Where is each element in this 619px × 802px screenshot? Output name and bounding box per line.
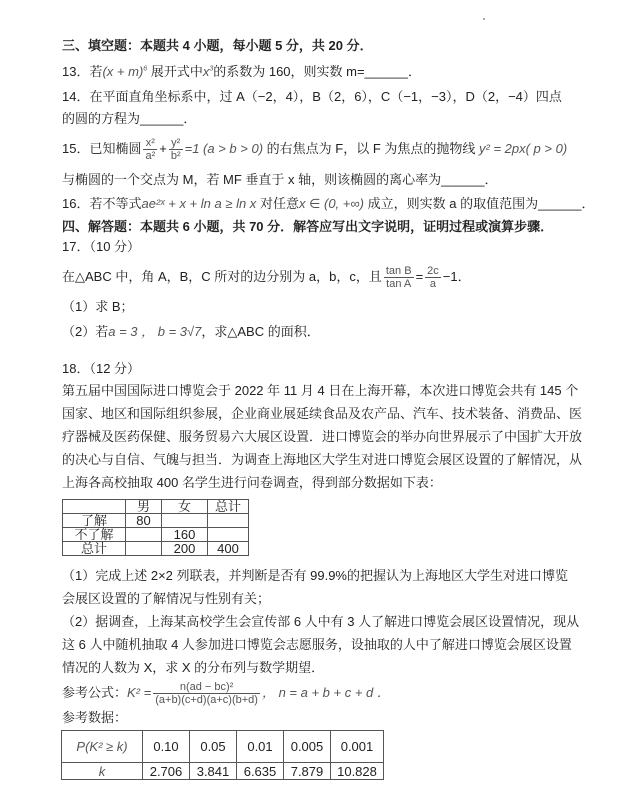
table-cell: 了解 <box>63 514 126 528</box>
table-cell: 总计 <box>63 542 126 556</box>
section4-heading: 四、解答题：本题共 6 小题，共 70 分．解答应写出文字说明，证明过程或演算步骤． <box>62 219 554 234</box>
denominator: (a+b)(c+d)(a+c)(b+d) <box>155 693 258 706</box>
reference-formula <box>62 680 390 706</box>
q17-part2 <box>62 323 320 341</box>
table-header: P(K² ≥ k) <box>62 731 143 763</box>
contingency-table <box>62 499 249 556</box>
table-header: 男 <box>126 500 162 514</box>
q18-para-line: 疗器械及医药保健、服务贸易六大展区设置．进口博览会的举办向世界展示了中国扩大开放 <box>62 429 583 444</box>
question-16 <box>62 195 594 213</box>
reference-table <box>61 730 384 780</box>
q17-p2-text2: ，求△ABC 的面积． <box>201 324 320 339</box>
q18-heading: 18．（12 分） <box>62 361 141 376</box>
q18-para-line: 的决心与自信、气魄与担当．为调查上海地区大学生对进口博览会展区设置的了解情况，从 <box>62 452 583 467</box>
table-cell: 6.635 <box>237 763 284 780</box>
numerator: n(ad − bc)² <box>153 681 260 694</box>
numerator: 2c <box>427 264 439 277</box>
q17-text: 在△ABC 中，角 A，B，C 所对的边分别为 a，b，c，且 <box>62 269 382 284</box>
q13-exp: 6 <box>143 65 148 73</box>
question-13 <box>62 63 421 81</box>
question-14-line1: 14．在平面直角坐标系中，过 A（−2，4），B（2，6），C（−1，−3），D（2，−4）四点 <box>62 89 562 104</box>
table-cell: 0.05 <box>190 731 237 763</box>
numerator: tan B <box>385 264 412 277</box>
numerator: x² <box>143 137 157 150</box>
q18-part1-line: 会展区设置的了解情况与性别有关； <box>62 591 271 606</box>
q13-xexp: 3 <box>209 65 214 73</box>
plus: + <box>159 141 167 156</box>
fraction <box>425 265 441 291</box>
table-header: 女 <box>162 500 208 514</box>
table-cell <box>162 514 208 528</box>
q15-cond: =1 (a > b > 0) <box>184 141 264 156</box>
table-cell <box>208 528 249 542</box>
fraction <box>143 137 157 163</box>
q18-part2-line: 情况的人数为 X，求 X 的分布列与数学期望． <box>62 660 325 675</box>
table-cell: 7.879 <box>284 763 331 780</box>
q16-expr: ae²ˣ + x + ln a ≥ ln x <box>141 196 257 211</box>
q17-p2-text: （2）若 <box>62 324 109 339</box>
denominator: a <box>429 277 437 290</box>
table-cell: 80 <box>126 514 162 528</box>
question-15 <box>62 136 568 162</box>
table-cell: 不了解 <box>63 528 126 542</box>
table-cell: 2.706 <box>143 763 190 780</box>
q17-part1: （1）求 B； <box>62 299 134 314</box>
table-cell: 10.828 <box>331 763 384 780</box>
table-cell: 3.841 <box>190 763 237 780</box>
q17-heading: 17．（10 分） <box>62 239 141 254</box>
speck <box>483 18 485 20</box>
q16-domain: x ∈ (0, +∞) <box>298 196 364 211</box>
q16-text2: 对任意 <box>259 196 299 211</box>
table-cell: 0.001 <box>331 731 384 763</box>
denominator: tan A <box>386 277 412 290</box>
question-14-line2: 的圆的方程为______． <box>62 111 197 126</box>
fraction <box>169 137 183 163</box>
q15-text2: 的右焦点为 F，以 F 为焦点的抛物线 <box>266 141 476 156</box>
table-cell: 200 <box>162 542 208 556</box>
table-cell <box>126 528 162 542</box>
fraction <box>153 681 260 707</box>
table-header <box>63 500 126 514</box>
q18-para-line: 国家、地区和国际组织参展，企业商业展延续食品及农产品、汽车、技术装备、消费品、医 <box>62 406 583 421</box>
table-header: k <box>62 763 143 780</box>
q17-stem <box>62 264 471 290</box>
q16-text: 16．若不等式 <box>62 196 142 211</box>
table-cell: 400 <box>208 542 249 556</box>
q13-text: 13．若 <box>62 64 103 79</box>
q15-parabola: y² = 2px( p > 0) <box>479 141 568 156</box>
question-15-line2: 与椭圆的一个交点为 M，若 MF 垂直于 x 轴，则该椭圆的离心率为______． <box>62 172 498 187</box>
q13-text3: 的系数为 160，则实数 m=______． <box>213 64 421 79</box>
equals: = <box>415 269 424 284</box>
denominator: b² <box>170 149 181 162</box>
table-header: 总计 <box>208 500 249 514</box>
table-cell: 160 <box>162 528 208 542</box>
fraction <box>384 265 414 291</box>
table-cell: 0.005 <box>284 731 331 763</box>
denominator: a² <box>145 149 156 162</box>
q13-expr: (x + m) <box>102 64 144 79</box>
q17-p2-math: a = 3 ， b = 3√7 <box>108 324 202 339</box>
table-cell: 0.01 <box>237 731 284 763</box>
numerator: y² <box>169 137 183 150</box>
q18-part2-line: （2）据调查，上海某高校学生会宣传部 6 人中有 3 人了解进口博览会展区设置情况，现从 <box>62 614 580 629</box>
q18-para-line: 第五届中国国际进口博览会于 2022 年 11 月 4 日在上海开幕，本次进口博览会共有 145 个 <box>62 383 579 398</box>
q16-text3: 成立，则实数 a 的取值范围为______． <box>367 196 595 211</box>
q18-part1-line: （1）完成上述 2×2 列联表，并判断是否有 99.9%的把握认为上海地区大学生对进口博览 <box>62 568 568 583</box>
reference-data-label: 参考数据： <box>62 710 128 725</box>
q17-tail: −1． <box>442 269 471 284</box>
q18-para-line: 上海各高校抽取 400 名学生进行问卷调查，得到部分数据如下表： <box>62 475 442 490</box>
q18-part2-line: 这 6 人中随机抽取 4 人参加进口博览会志愿服务，设抽取的人中了解进口博览会展区设置 <box>62 637 572 652</box>
table-cell <box>126 542 162 556</box>
q13-x: x <box>202 64 210 79</box>
formula-tail: ， n = a + b + c + d ． <box>261 685 390 700</box>
formula-label: 参考公式： <box>62 685 128 700</box>
k2: K² = <box>127 685 152 700</box>
q15-text: 15．已知椭圆 <box>62 141 142 156</box>
table-cell: 0.10 <box>143 731 190 763</box>
section3-heading: 三、填空题：本题共 4 小题，每小题 5 分，共 20 分． <box>62 38 373 53</box>
table-cell <box>208 514 249 528</box>
q13-text2: 展开式中 <box>150 64 203 79</box>
